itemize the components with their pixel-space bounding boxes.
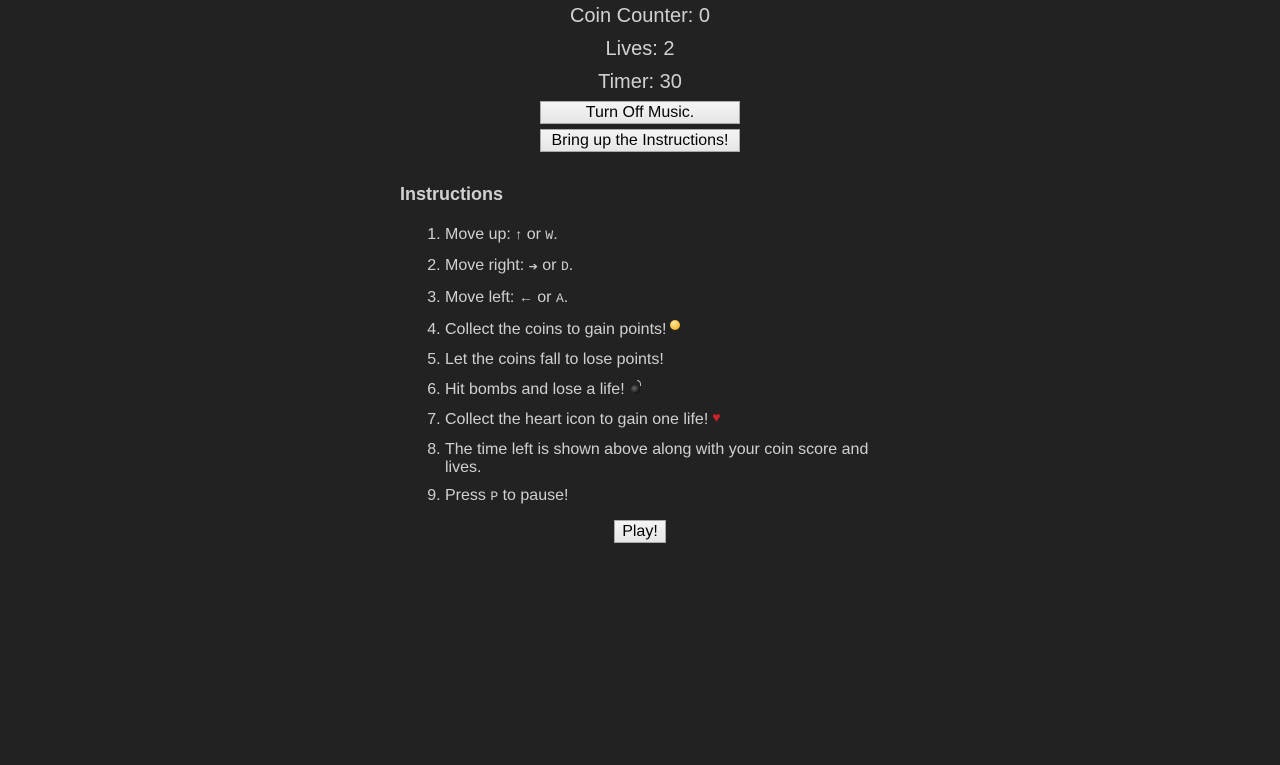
key-a: A [555,291,564,306]
arrow-right-icon: ➔ [528,261,538,273]
bomb-icon [631,385,640,394]
instruction-move-up: 1. Move up: ↑ or W. [445,225,880,245]
key-w: W [545,228,554,243]
instruction-move-right: 2. Move right: ➔ or D. [445,257,880,276]
arrow-left-icon: ← [518,289,533,305]
instruction-time-left: 8. The time left is shown above along with your coin score and lives. [445,441,880,477]
instruction-heart: 7. Collect the heart icon to gain one life! ♥ [445,411,880,429]
instructions-list [400,225,880,506]
arrow-up-icon: ↑ [515,226,523,242]
instructions-heading: Instructions [400,184,504,204]
stats-panel [0,0,1280,152]
play-container [0,520,1280,543]
instruction-bombs: 6. Hit bombs and lose a life! [445,381,880,399]
instructions-panel [400,182,880,518]
key-d: D [560,259,569,274]
instruction-pause: 9. Press P to pause! [445,487,880,506]
timer-display: Timer: 30 [598,71,682,93]
instruction-coins-fall: 5. Let the coins fall to lose points! [445,351,880,369]
lives-counter: Lives: 2 [605,38,675,60]
play-button[interactable]: Play! [614,520,666,543]
toggle-music-button[interactable]: Turn Off Music. [540,101,740,124]
coin-counter: Coin Counter: 0 [569,5,711,27]
key-p: P [490,489,499,504]
heart-icon: ♥ [712,409,721,425]
coin-icon [670,320,680,330]
instruction-move-left: 3. Move left: ← or A. [445,288,880,308]
show-instructions-button[interactable]: Bring up the Instructions! [540,129,740,152]
instruction-collect-coins: 4. Collect the coins to gain points! [445,320,880,339]
